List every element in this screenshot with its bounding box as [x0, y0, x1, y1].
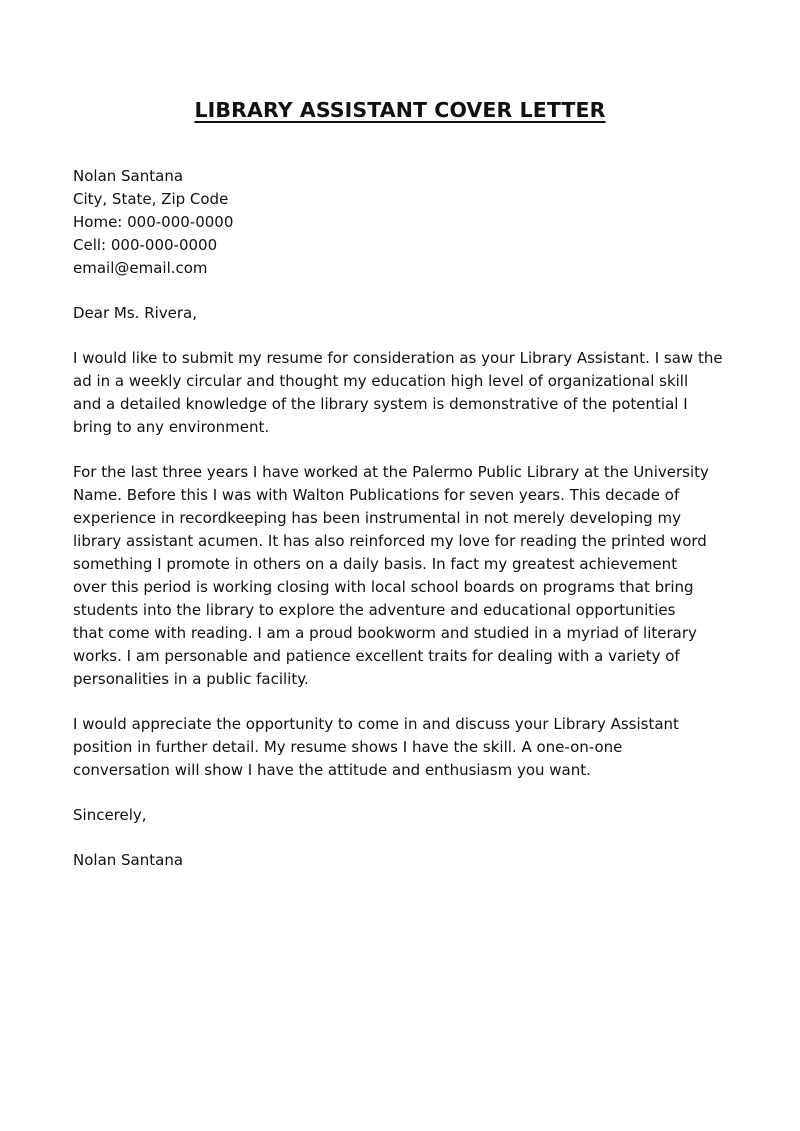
paragraph-line: position in further detail. My resume shows I have the skill. A one-on-one: [73, 738, 623, 756]
paragraph-line: Name. Before this I was with Walton Publications for seven years. This decade of: [73, 486, 680, 504]
paragraph-line: experience in recordkeeping has been instrumental in not merely developing my: [73, 509, 681, 527]
closing-text: Sincerely,: [73, 806, 147, 824]
sender-name: Nolan Santana: [73, 167, 184, 185]
paragraph-line: something I promote in others on a daily basis. In fact my greatest achievement: [73, 555, 678, 573]
sender-address: City, State, Zip Code: [73, 190, 229, 208]
paragraph-line: personalities in a public facility.: [73, 670, 309, 688]
paragraph-line: and a detailed knowledge of the library system is demonstrative of the potential I: [73, 395, 688, 413]
sender-block: [73, 165, 733, 280]
paragraph-line: that come with reading. I am a proud bookworm and studied in a myriad of literary: [73, 624, 697, 642]
signature-name: Nolan Santana: [73, 851, 184, 869]
paragraph-3: [73, 713, 733, 782]
paragraph-line: works. I am personable and patience excellent traits for dealing with a variety of: [73, 647, 680, 665]
paragraph-line: I would appreciate the opportunity to come in and discuss your Library Assistant: [73, 715, 679, 733]
sender-home-phone: Home: 000-000-0000: [73, 213, 234, 231]
sender-email: email@email.com: [73, 259, 208, 277]
sender-cell-phone: Cell: 000-000-0000: [73, 236, 218, 254]
paragraph-1: [73, 347, 733, 439]
salutation: [73, 302, 733, 325]
signature: [73, 849, 733, 872]
salutation-text: Dear Ms. Rivera,: [73, 304, 198, 322]
paragraph-line: conversation will show I have the attitude and enthusiasm you want.: [73, 761, 591, 779]
paragraph-line: ad in a weekly circular and thought my education high level of organizational skill: [73, 372, 689, 390]
paragraph-2: [73, 461, 733, 691]
paragraph-line: over this period is working closing with local school boards on programs that bring: [73, 578, 694, 596]
paragraph-line: students into the library to explore the adventure and educational opportunities: [73, 601, 676, 619]
paragraph-line: library assistant acumen. It has also reinforced my love for reading the printed word: [73, 532, 707, 550]
letter-title: LIBRARY ASSISTANT COVER LETTER: [194, 98, 606, 122]
paragraph-line: I would like to submit my resume for consideration as your Library Assistant. I saw the: [73, 349, 723, 367]
closing: [73, 804, 733, 827]
paragraph-line: bring to any environment.: [73, 418, 270, 436]
letter-body: [73, 165, 733, 872]
paragraph-line: For the last three years I have worked at the Palermo Public Library at the University: [73, 463, 709, 481]
